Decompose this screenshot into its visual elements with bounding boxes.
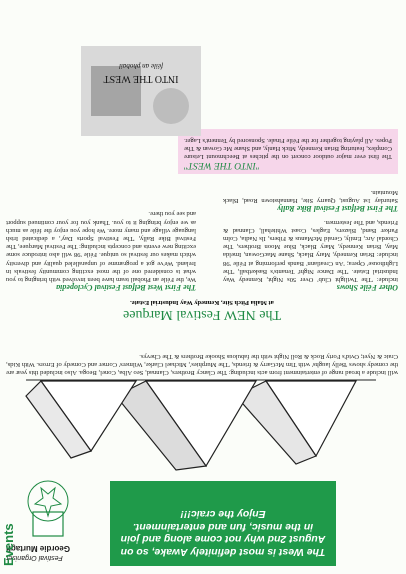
into-the-west-title: "INTO THE WEST" xyxy=(184,160,260,170)
section-title-line1: Events xyxy=(1,523,16,566)
marquee-intro-paragraph: will include a broad range of entertainment from acts including: The Clancy Brothers, Clannad, Seo Alba, Conel, Beoga. Also included this year are the comedy shows 'Belly laughs' with Tim McGarry & friends, 'The Murphies', Michael Clarke, Wilmers' Corner and Comedy of Errors. With Kids, Craic & Nyet; Ovid's Forty Rock & Roll Night with the fabulous Shooke Brothers & The Chevys. xyxy=(6,352,398,376)
photo-subcaption: féile an phobail xyxy=(119,62,163,70)
concert-photo xyxy=(81,46,201,136)
tents-illustration xyxy=(26,376,376,476)
left-column xyxy=(223,188,398,292)
other-shows-title: Other Féile Shows xyxy=(336,283,398,292)
right-column xyxy=(6,209,196,292)
organiser-role: Festival Organiser xyxy=(6,554,63,561)
banner-text: The West is most definitely Awake, so on August 2nd why not come along and join in the music, fun and entertainment. Enjoy the craic!!! xyxy=(120,508,326,558)
marquee-title: The NEW Festival Marquee xyxy=(123,307,281,322)
marquee-subtitle: at Malia Pitch Site, Kennedy Way Industrial Estate. xyxy=(130,299,274,306)
photo-caption: INTO THE WEST xyxy=(103,73,179,84)
bike-rally-title: The First Belfast Festival Bike Rally xyxy=(277,204,398,214)
organiser-name: Geordie Murtagh xyxy=(6,544,71,553)
bike-rally-text: Saturday 1st August, Quarry Site, Hannahstown Road, Black Mountain. xyxy=(223,189,398,205)
feile-logo-badge xyxy=(8,476,108,546)
west-belfast-text: We, the Féile an Phobail team have been involved with bringing to you what is considered one of the most exciting community festivals in Ireland. We've got a programme of unparalleled quality and diversity which makes our festival so unique. Féile '98 will also introduce some exciting new events and concepts including: The Festival Marquee, The Festival Bike Rally, 'The Festival Sports Day', a dedicated Irish language village and many more. We hope you enjoy the féile as much as we enjoy bringing it to you. Thank you for your continued support and see you there. xyxy=(6,210,196,283)
into-the-west-text: The first ever major outdoor concert on the pitches at Beechmount Leisure Complex, featuring Brian Kennedy, Mick Hanly, and Shane Mc Gowan & The Popes. All playing together for the Féile Finale. Sponsored by Tennent's Lager. xyxy=(184,136,392,160)
organiser-banner xyxy=(110,481,336,566)
west-belfast-title: The First West Belfast Festival Cyclopedia xyxy=(56,283,196,292)
into-the-west-box xyxy=(178,129,398,174)
other-shows-text: include: 'The Twilight Club' Over 50s Night, Kennedy Way Industrial Estate. 'The Dance Night' Tenants's Basketball, 'The Lighthouse' Opera; 'An Creatlann' Bands performing at Féile '98 include: Brian Kennedy, Mary Black, Shane MacGowan, Imelda May, Brian Kennedy, Mary Black, Blue Moon Brothers, The Chordal Arc, Emily, Gerald McManus & Fibers, Ils Nadia, Colm Parker Band, Blazers, Eagles, Coast Whitehall, Clannad & Friends, and The Jestermen. xyxy=(223,218,398,283)
section-title xyxy=(1,366,22,566)
